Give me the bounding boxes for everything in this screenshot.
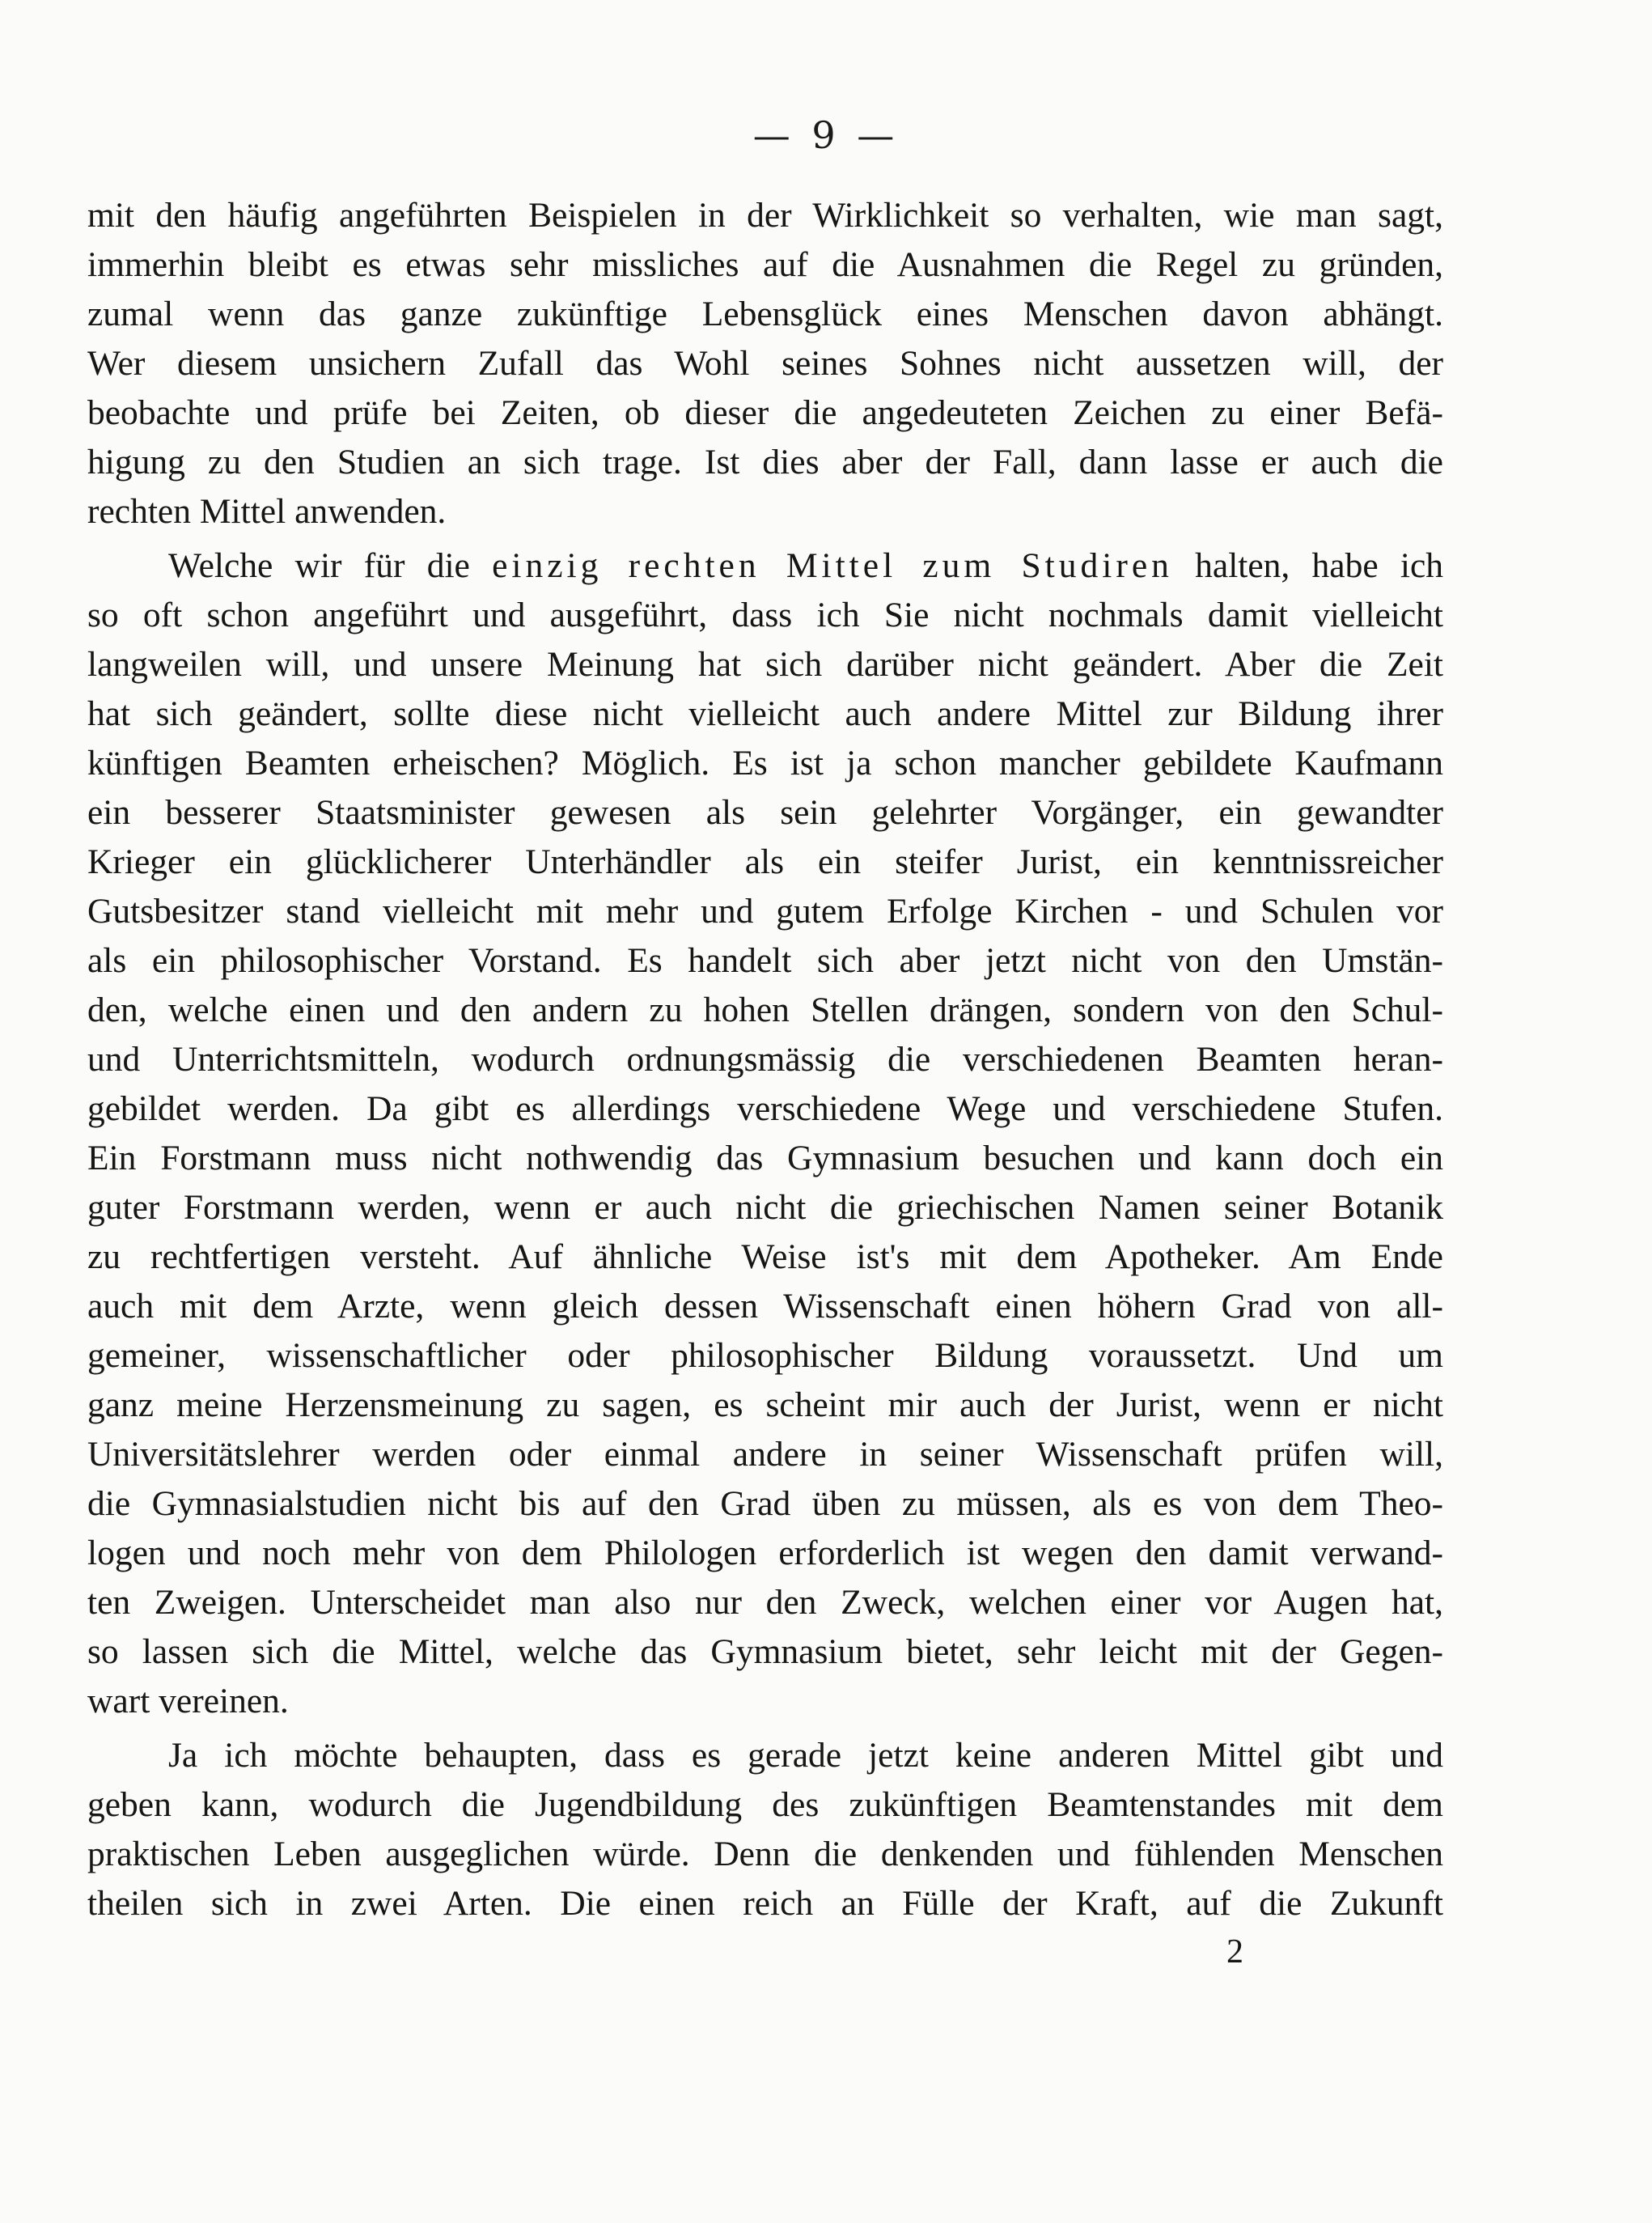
text-line: gebildet werden. Da gibt es allerdings verschiedene Wege und verschiedene Stufen.	[87, 1089, 1443, 1128]
text-line: Wer diesem unsichern Zufall das Wohl seines Sohnes nicht aussetzen will, der	[87, 344, 1443, 383]
text-segment: Welche wir für die	[168, 546, 493, 585]
text-line: und Unterrichtsmitteln, wodurch ordnungsmässig die verschiedenen Beamten heran-	[87, 1040, 1443, 1079]
text-line: gemeiner, wissenschaftlicher oder philosophischer Bildung voraussetzt. Und um	[87, 1336, 1443, 1375]
text-line: Universitätslehrer werden oder einmal andere in seiner Wissenschaft prüfen will,	[87, 1435, 1443, 1474]
text-line: ein besserer Staatsminister gewesen als sein gelehrter Vorgänger, ein gewandter	[87, 793, 1443, 832]
text-line: den, welche einen und den andern zu hohen Stellen drängen, sondern von den Schul-	[87, 991, 1443, 1029]
text-line: rechten Mittel anwenden.	[87, 492, 447, 531]
paragraph-3	[87, 1731, 1443, 1928]
paragraph-1	[87, 191, 1443, 537]
text-line: zumal wenn das ganze zukünftige Lebensglück eines Menschen davon abhängt.	[87, 295, 1443, 333]
text-line: Ja ich möchte behaupten, dass es gerade jetzt keine anderen Mittel gibt und	[168, 1736, 1443, 1775]
text-line: ganz meine Herzensmeinung zu sagen, es scheint mir auch der Jurist, wenn er nicht	[87, 1385, 1443, 1424]
text-line: guter Forstmann werden, wenn er auch nicht die griechischen Namen seiner Botanik	[87, 1188, 1443, 1227]
text-line: praktischen Leben ausgeglichen würde. Denn die denkenden und fühlenden Menschen	[87, 1835, 1443, 1873]
text-line: higung zu den Studien an sich trage. Ist dies aber der Fall, dann lasse er auch die	[87, 443, 1443, 482]
text-line: Krieger ein glücklicherer Unterhändler als ein steifer Jurist, ein kenntnissreicher	[87, 842, 1443, 881]
text-line: die Gymnasialstudien nicht bis auf den Grad üben zu müssen, als es von dem Theo-	[87, 1484, 1443, 1523]
text-line: hat sich geändert, sollte diese nicht vielleicht auch andere Mittel zur Bildung ihrer	[87, 694, 1443, 733]
text-line: zu rechtfertigen versteht. Auf ähnliche Weise ist's mit dem Apotheker. Am Ende	[87, 1237, 1443, 1276]
text-line: beobachte und prüfe bei Zeiten, ob dieser die angedeuteten Zeichen zu einer Befä-	[87, 393, 1443, 432]
text-line: mit den häufig angeführten Beispielen in der Wirklichkeit so verhalten, wie man sagt,	[87, 196, 1443, 235]
emphasized-spaced-text: einzig rechten Mittel zum Studiren	[492, 546, 1173, 585]
signature-mark: 2	[1226, 1933, 1243, 1971]
text-line: als ein philosophischer Vorstand. Es handelt sich aber jetzt nicht von den Umstän-	[87, 941, 1443, 980]
text-line: immerhin bleibt es etwas sehr missliches auf die Ausnahmen die Regel zu gründen,	[87, 245, 1443, 284]
text-line: langweilen will, und unsere Meinung hat sich darüber nicht geändert. Aber die Zeit	[87, 645, 1443, 684]
text-line-with-emphasis	[87, 541, 1443, 591]
body-text	[87, 191, 1443, 1928]
text-line: ten Zweigen. Unterscheidet man also nur den Zweck, welchen einer vor Augen hat,	[87, 1583, 1443, 1622]
text-line: auch mit dem Arzte, wenn gleich dessen Wissenschaft einen höhern Grad von all-	[87, 1287, 1443, 1326]
text-line: künftigen Beamten erheischen? Möglich. Es ist ja schon mancher gebildete Kaufmann	[87, 744, 1443, 783]
paragraph-2	[87, 541, 1443, 1726]
text-line: so lassen sich die Mittel, welche das Gymnasium bietet, sehr leicht mit der Gegen-	[87, 1632, 1443, 1671]
text-line: theilen sich in zwei Arten. Die einen reich an Fülle der Kraft, auf die Zukunft	[87, 1884, 1443, 1923]
text-line: wart vereinen.	[87, 1682, 289, 1720]
page-number-header: — 9 —	[752, 113, 900, 157]
text-line: Gutsbesitzer stand vielleicht mit mehr und gutem Erfolge Kirchen - und Schulen vor	[87, 892, 1443, 931]
text-segment: halten, habe ich	[1172, 546, 1443, 585]
text-line: logen und noch mehr von dem Philologen erforderlich ist wegen den damit verwand-	[87, 1534, 1443, 1572]
text-line: Ein Forstmann muss nicht nothwendig das Gymnasium besuchen und kann doch ein	[87, 1139, 1443, 1177]
text-line: geben kann, wodurch die Jugendbildung des zukünftigen Beamtenstandes mit dem	[87, 1785, 1443, 1824]
text-line: so oft schon angeführt und ausgeführt, dass ich Sie nicht nochmals damit vielleicht	[87, 596, 1443, 634]
